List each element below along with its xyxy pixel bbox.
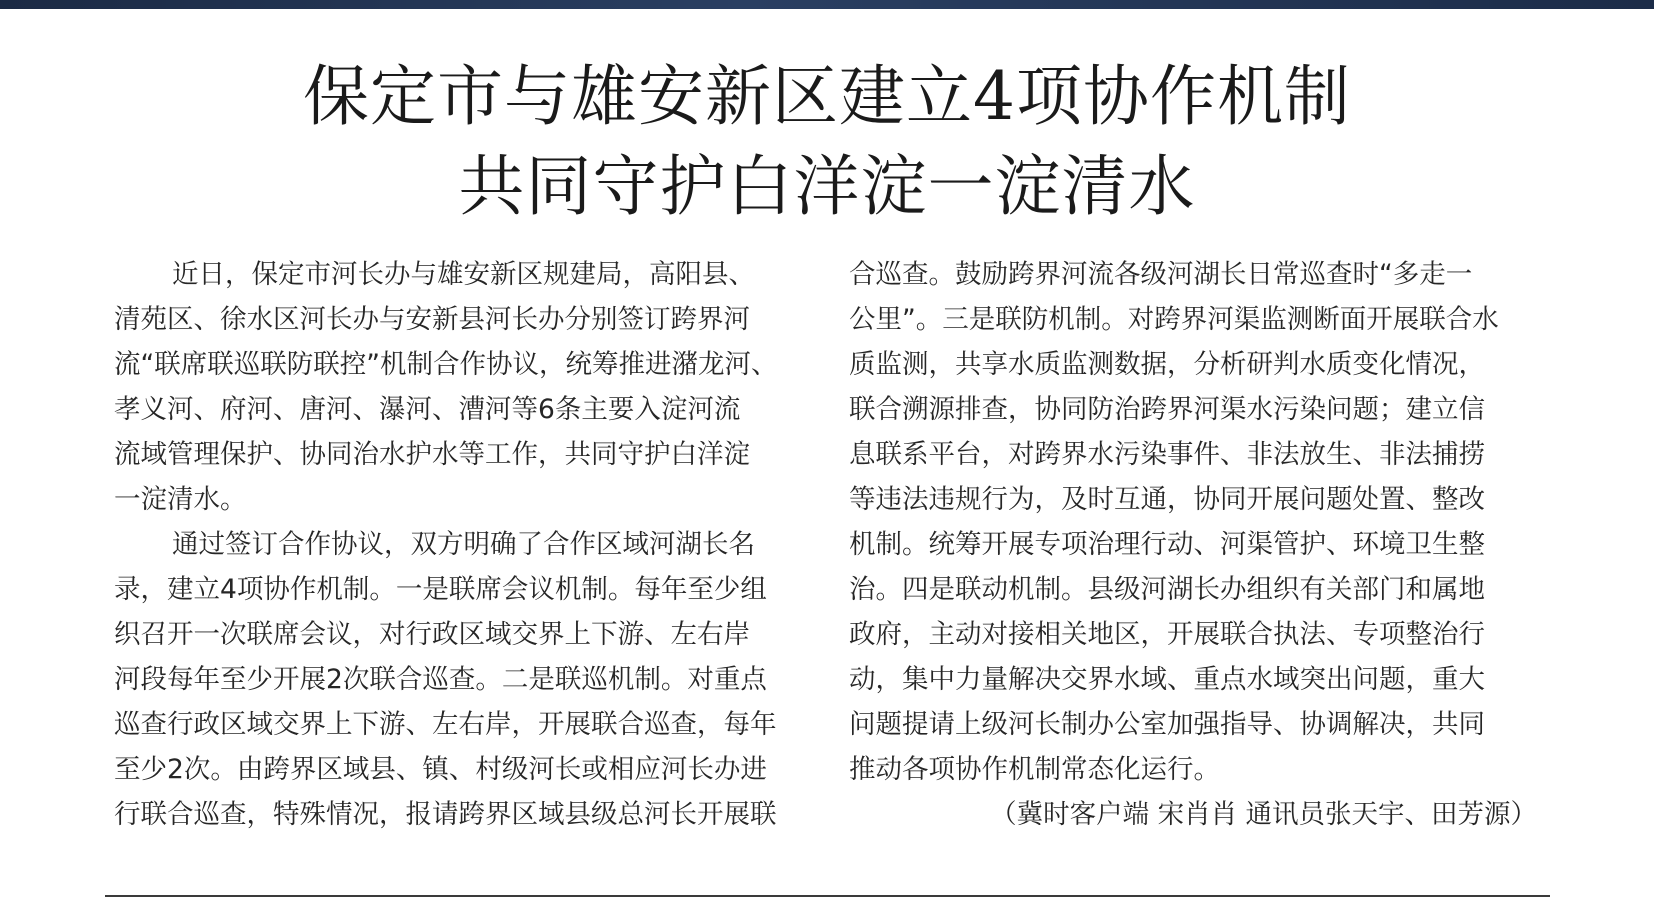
body-line: 录，建立4项协作机制。一是联席会议机制。每年至少组: [114, 574, 767, 605]
body-line: 合巡查。鼓励跨界河流各级河湖长日常巡查时“多走一: [849, 259, 1473, 290]
bottom-divider: [105, 895, 1550, 897]
top-decorative-bar: [0, 0, 1654, 9]
body-line: 一淀清水。: [114, 484, 247, 515]
body-line: 近日，保定市河长办与雄安新区规建局，高阳县、: [172, 259, 755, 290]
body-line: 公里”。三是联防机制。对跨界河渠监测断面开展联合水: [849, 304, 1499, 335]
body-line: 治。四是联动机制。县级河湖长办组织有关部门和属地: [849, 574, 1485, 605]
body-line: 机制。统筹开展专项治理行动、河渠管护、环境卫生整: [849, 529, 1485, 560]
body-line: 等违法违规行为，及时互通，协同开展问题处置、整改: [849, 484, 1485, 515]
body-line: 动，集中力量解决交界水域、重点水域突出问题，重大: [849, 664, 1485, 695]
article-column-left: [114, 252, 814, 837]
body-line: 问题提请上级河长制办公室加强指导、协调解决，共同: [849, 709, 1485, 740]
body-line: 息联系平台，对跨界水污染事件、非法放生、非法捕捞: [849, 439, 1485, 470]
body-line: 至少2次。由跨界区域县、镇、村级河长或相应河长办进: [114, 754, 767, 785]
body-line: 通过签订合作协议，双方明确了合作区域河湖长名: [172, 529, 755, 560]
headline-line-2: 共同守护白洋淀一淀清水: [458, 148, 1196, 225]
body-line: 河段每年至少开展2次联合巡查。二是联巡机制。对重点: [114, 664, 767, 695]
body-line: 清苑区、徐水区河长办与安新县河长办分别签订跨界河: [114, 304, 750, 335]
body-line: 巡查行政区域交界上下游、左右岸，开展联合巡查，每年: [114, 709, 777, 740]
body-line: 质监测，共享水质监测数据，分析研判水质变化情况，: [849, 349, 1485, 380]
body-line: 织召开一次联席会议，对行政区域交界上下游、左右岸: [114, 619, 750, 650]
byline: （冀时客户端 宋肖肖 通讯员张天宇、田芳源）: [990, 799, 1537, 830]
article-column-right: [849, 252, 1549, 837]
body-line: 流域管理保护、协同治水护水等工作，共同守护白洋淀: [114, 439, 750, 470]
headline-line-1: 保定市与雄安新区建立4项协作机制: [303, 58, 1351, 135]
body-line: 流“联席联巡联防联控”机制合作协议，统筹推进潴龙河、: [114, 349, 778, 380]
body-line: 联合溯源排查，协同防治跨界河渠水污染问题；建立信: [849, 394, 1485, 425]
body-line: 孝义河、府河、唐河、瀑河、漕河等6条主要入淀河流: [114, 394, 741, 425]
body-line: 推动各项协作机制常态化运行。: [849, 754, 1220, 785]
body-line: 政府，主动对接相关地区，开展联合执法、专项整治行: [849, 619, 1485, 650]
body-line: 行联合巡查，特殊情况，报请跨界区域县级总河长开展联: [114, 799, 777, 830]
